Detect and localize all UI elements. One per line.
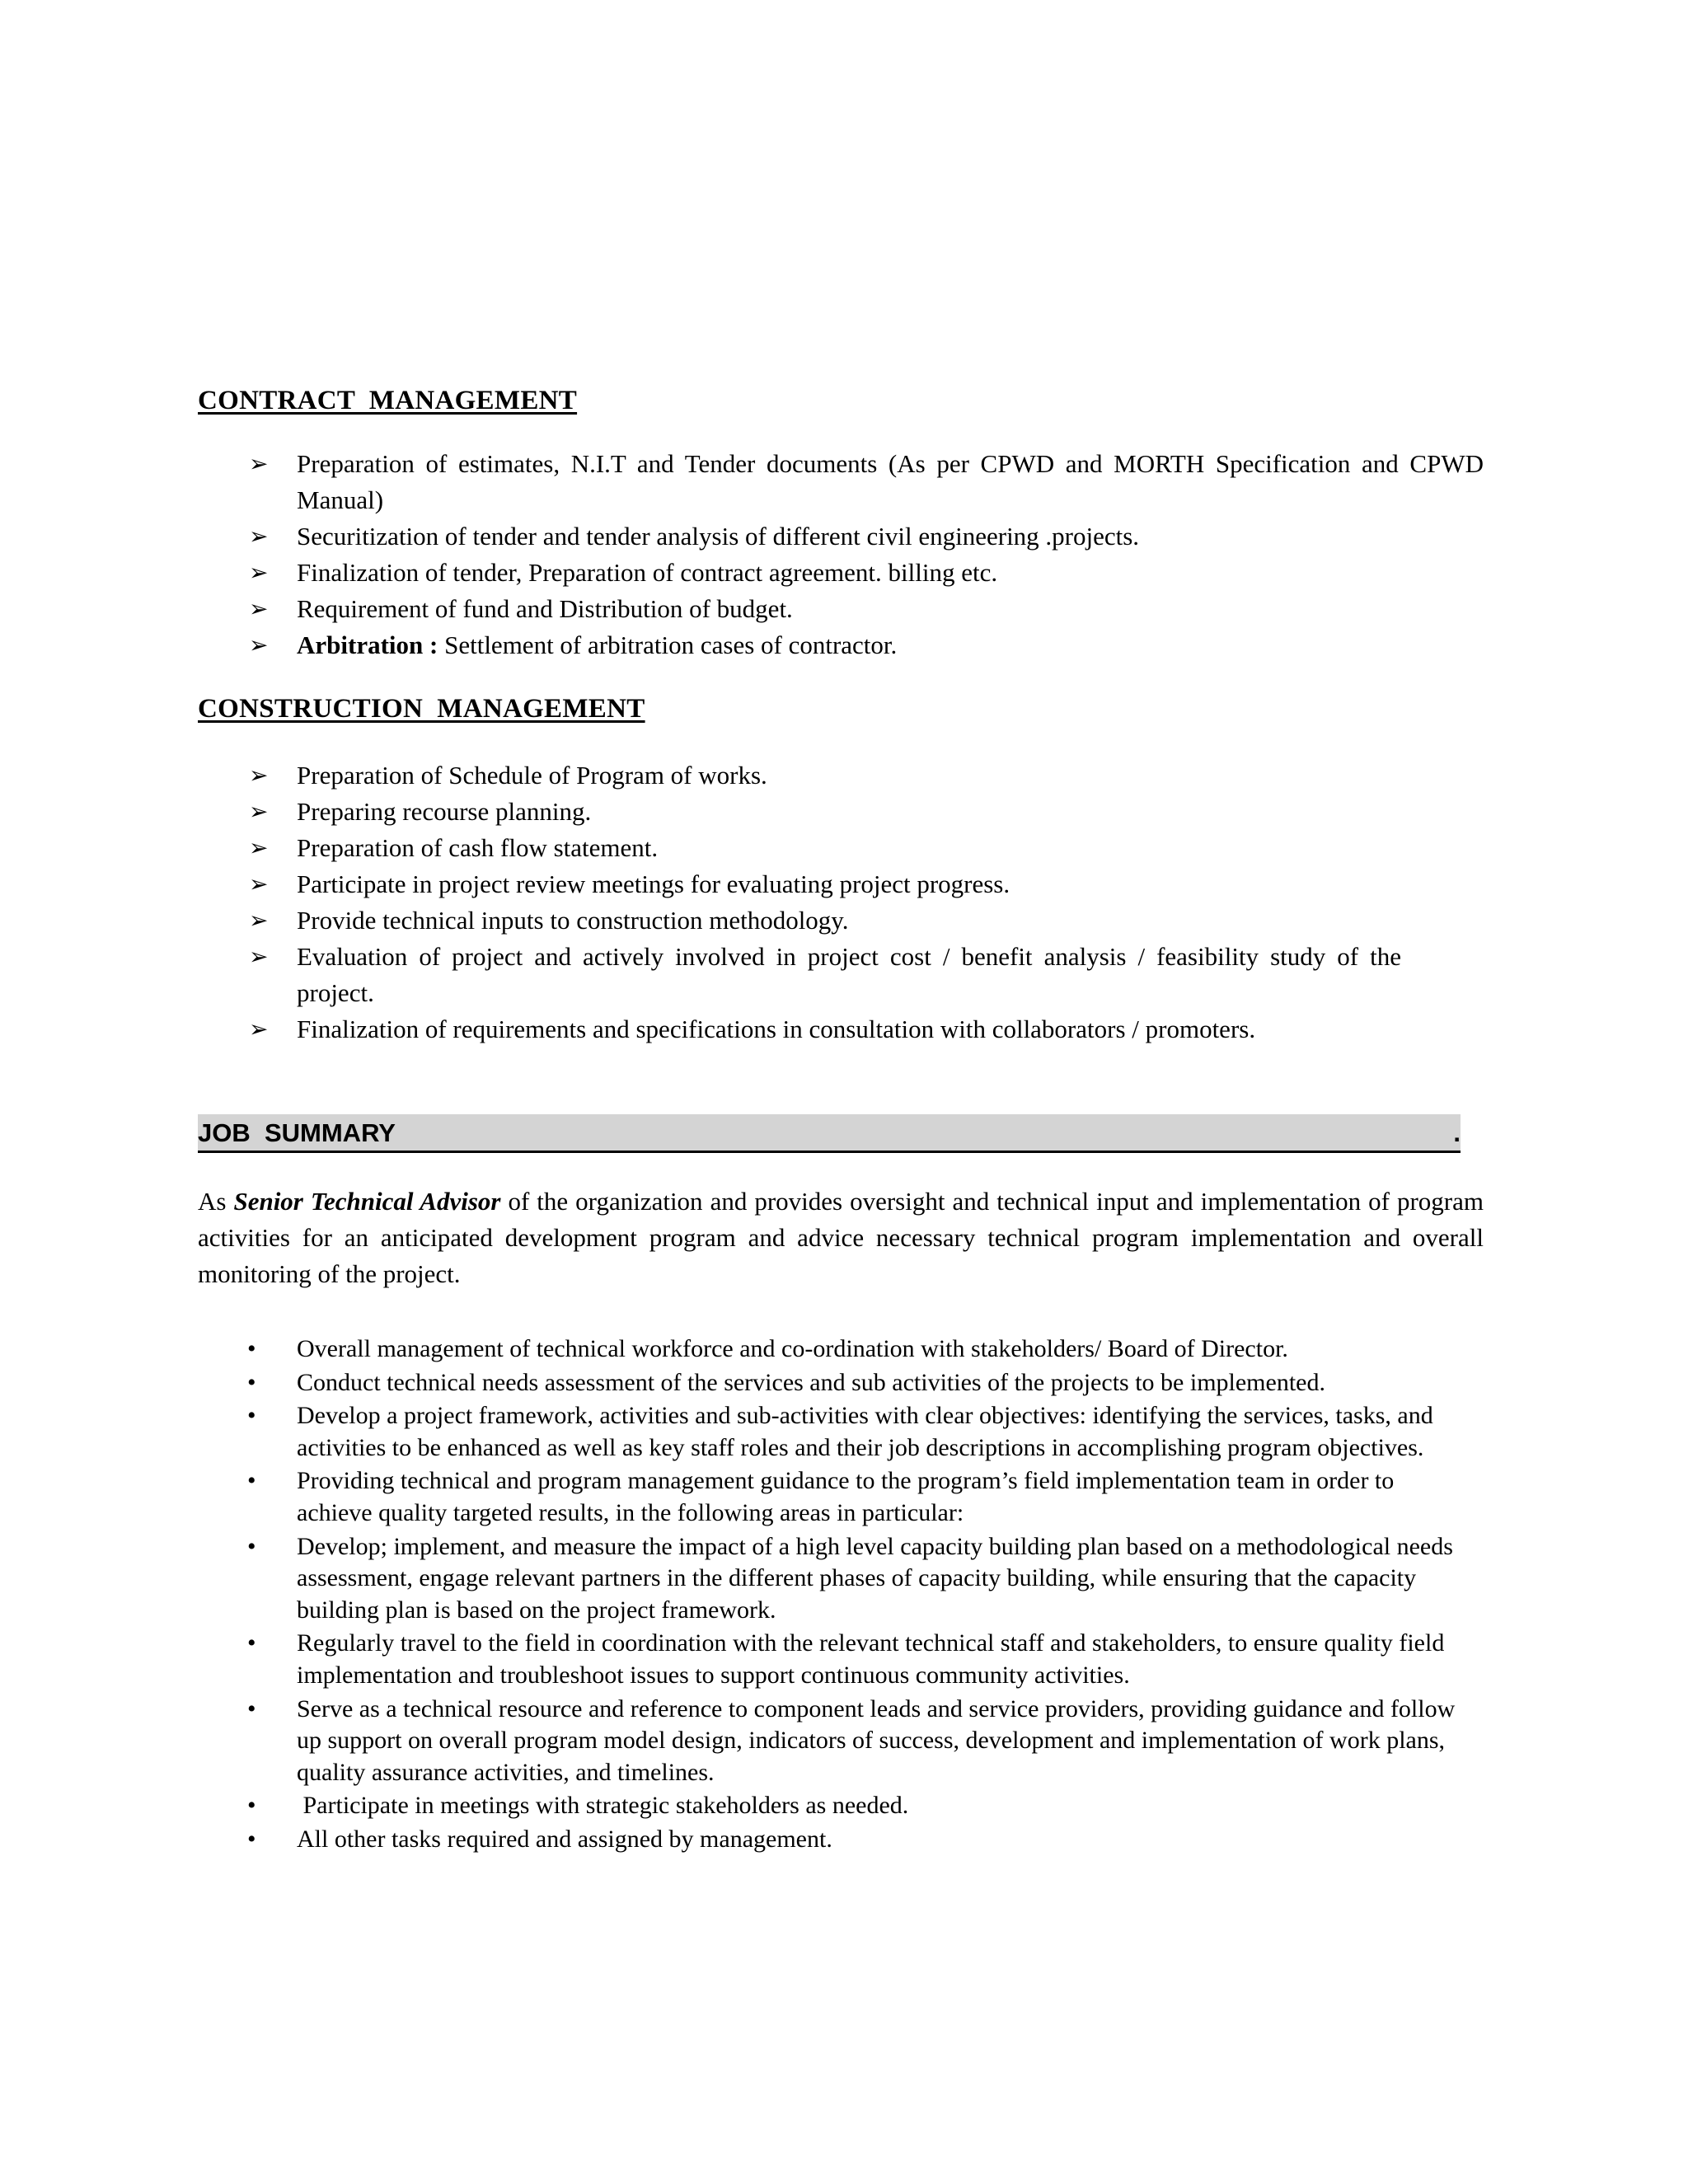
- job-summary-heading: JOB SUMMARY: [198, 1118, 396, 1147]
- list-item: [198, 1790, 1484, 1822]
- summary-role: Senior Technical Advisor: [233, 1187, 501, 1216]
- dot-bullet-icon: •: [247, 1402, 256, 1430]
- job-summary-trailing-mark: .: [1453, 1118, 1461, 1147]
- job-summary-list: [198, 1333, 1484, 1858]
- list-item-text: Preparation of estimates, N.I.T and Tender documents (As per CPWD and MORTH Specification and CPWD Manual): [297, 449, 1484, 514]
- list-item-text: Conduct technical needs assessment of the services and sub activities of the projects to be implemented.: [297, 1368, 1325, 1396]
- dot-bullet-icon: •: [247, 1694, 256, 1722]
- list-item: [198, 591, 1484, 627]
- arrow-bullet-icon: ➢: [249, 870, 269, 898]
- list-item: [198, 518, 1484, 555]
- list-item-text: Participate in meetings with strategic stakeholders as needed.: [297, 1792, 909, 1820]
- list-item-text: Preparation of cash flow statement.: [297, 833, 659, 862]
- dot-bullet-icon: •: [247, 1368, 256, 1396]
- arrow-bullet-icon: ➢: [249, 523, 269, 550]
- arrow-bullet-icon: ➢: [249, 450, 269, 477]
- list-item-text: Participate in project review meetings for evaluating project progress.: [297, 869, 1010, 898]
- dot-bullet-icon: •: [247, 1629, 256, 1657]
- job-summary-heading-bar: [198, 1114, 1461, 1153]
- list-item-text: Preparation of Schedule of Program of works.: [297, 761, 767, 790]
- list-item-text: Serve as a technical resource and reference to component leads and service providers, providing guidance and follow up support on overall program model design, indicators of success, development and implementation of work plans, quality assurance activities, and timelines.: [297, 1694, 1456, 1786]
- dot-bullet-icon: •: [247, 1335, 256, 1362]
- list-item: [198, 1824, 1484, 1856]
- list-item: [198, 902, 1484, 939]
- list-item-text: Providing technical and program management guidance to the program’s field implementation team in order to achieve quality targeted results, in the following areas in particular:: [297, 1467, 1395, 1526]
- dot-bullet-icon: •: [247, 1532, 256, 1560]
- list-item: [198, 555, 1484, 591]
- arrow-bullet-icon: ➢: [249, 907, 269, 934]
- arrow-bullet-icon: ➢: [249, 943, 269, 970]
- list-item-text: Requirement of fund and Distribution of budget.: [297, 594, 793, 623]
- contract-management-heading: CONTRACT MANAGEMENT: [198, 386, 578, 415]
- summary-prefix: As: [198, 1187, 234, 1216]
- list-item: [198, 794, 1484, 830]
- list-item-text: Preparing recourse planning.: [297, 797, 592, 826]
- list-item: [198, 757, 1484, 794]
- arrow-bullet-icon: ➢: [249, 798, 269, 825]
- list-item-text: Securitization of tender and tender analysis of different civil engineering .projects.: [297, 522, 1140, 551]
- list-item-text: Overall management of technical workforce and co-ordination with stakeholders/ Board of Director.: [297, 1335, 1288, 1362]
- list-item-text: Provide technical inputs to construction methodology.: [297, 906, 849, 935]
- construction-management-list: [198, 757, 1484, 1047]
- list-item: [198, 1694, 1484, 1789]
- list-item-text: Evaluation of project and actively involved in project cost / benefit analysis / feasibility study of the project.: [297, 942, 1401, 1007]
- summary-text: of the organization and provides oversight and technical input and implementation of program activities for an anticipated development program and advice necessary technical program implementation and overall monitoring of the project.: [198, 1187, 1484, 1288]
- list-item: [198, 1465, 1484, 1529]
- list-item-text: Regularly travel to the field in coordination with the relevant technical staff and stakeholders, to ensure quality field implementation and troubleshoot issues to support continuous community activities.: [297, 1629, 1445, 1689]
- list-item-text: All other tasks required and assigned by management.: [297, 1825, 832, 1853]
- arrow-bullet-icon: ➢: [249, 834, 269, 861]
- list-item-text: Settlement of arbitration cases of contractor.: [438, 630, 898, 659]
- list-item: [198, 1333, 1484, 1366]
- dot-bullet-icon: •: [247, 1792, 256, 1820]
- dot-bullet-icon: •: [247, 1467, 256, 1495]
- arrow-bullet-icon: ➢: [249, 1015, 269, 1043]
- arrow-bullet-icon: ➢: [249, 595, 269, 622]
- list-item: [198, 866, 1484, 902]
- list-item-text: Finalization of requirements and specifications in consultation with collaborators / promoters.: [297, 1015, 1256, 1043]
- construction-management-heading: CONSTRUCTION MANAGEMENT: [198, 694, 645, 724]
- list-item: [198, 1628, 1484, 1691]
- list-item: [198, 627, 1484, 663]
- list-item-text: Finalization of tender, Preparation of contract agreement. billing etc.: [297, 558, 998, 587]
- document-page: [198, 0, 1484, 2184]
- arrow-bullet-icon: ➢: [249, 559, 269, 586]
- list-item-lead: Arbitration :: [297, 630, 438, 659]
- contract-management-list: [198, 446, 1484, 663]
- list-item: [198, 1367, 1484, 1399]
- list-item: [198, 446, 1484, 518]
- list-item: [198, 1531, 1484, 1627]
- arrow-bullet-icon: ➢: [249, 762, 269, 789]
- arrow-bullet-icon: ➢: [249, 631, 269, 658]
- list-item: [198, 830, 1484, 866]
- list-item: [198, 1011, 1484, 1047]
- list-item-text: Develop; implement, and measure the impact of a high level capacity building plan based on a methodological needs assessment, engage relevant partners in the different phases of capacity building, while ensuring that the capacity building plan is based on the project framework.: [297, 1532, 1453, 1624]
- dot-bullet-icon: •: [247, 1825, 256, 1853]
- list-item-text: Develop a project framework, activities and sub-activities with clear objectives: identifying the services, tasks, and activities to be enhanced as well as key staff roles and their job descriptions in accomplishing program objectives.: [297, 1402, 1433, 1461]
- job-summary-paragraph: [198, 1183, 1484, 1292]
- list-item: [198, 939, 1484, 1011]
- list-item: [198, 1400, 1484, 1464]
